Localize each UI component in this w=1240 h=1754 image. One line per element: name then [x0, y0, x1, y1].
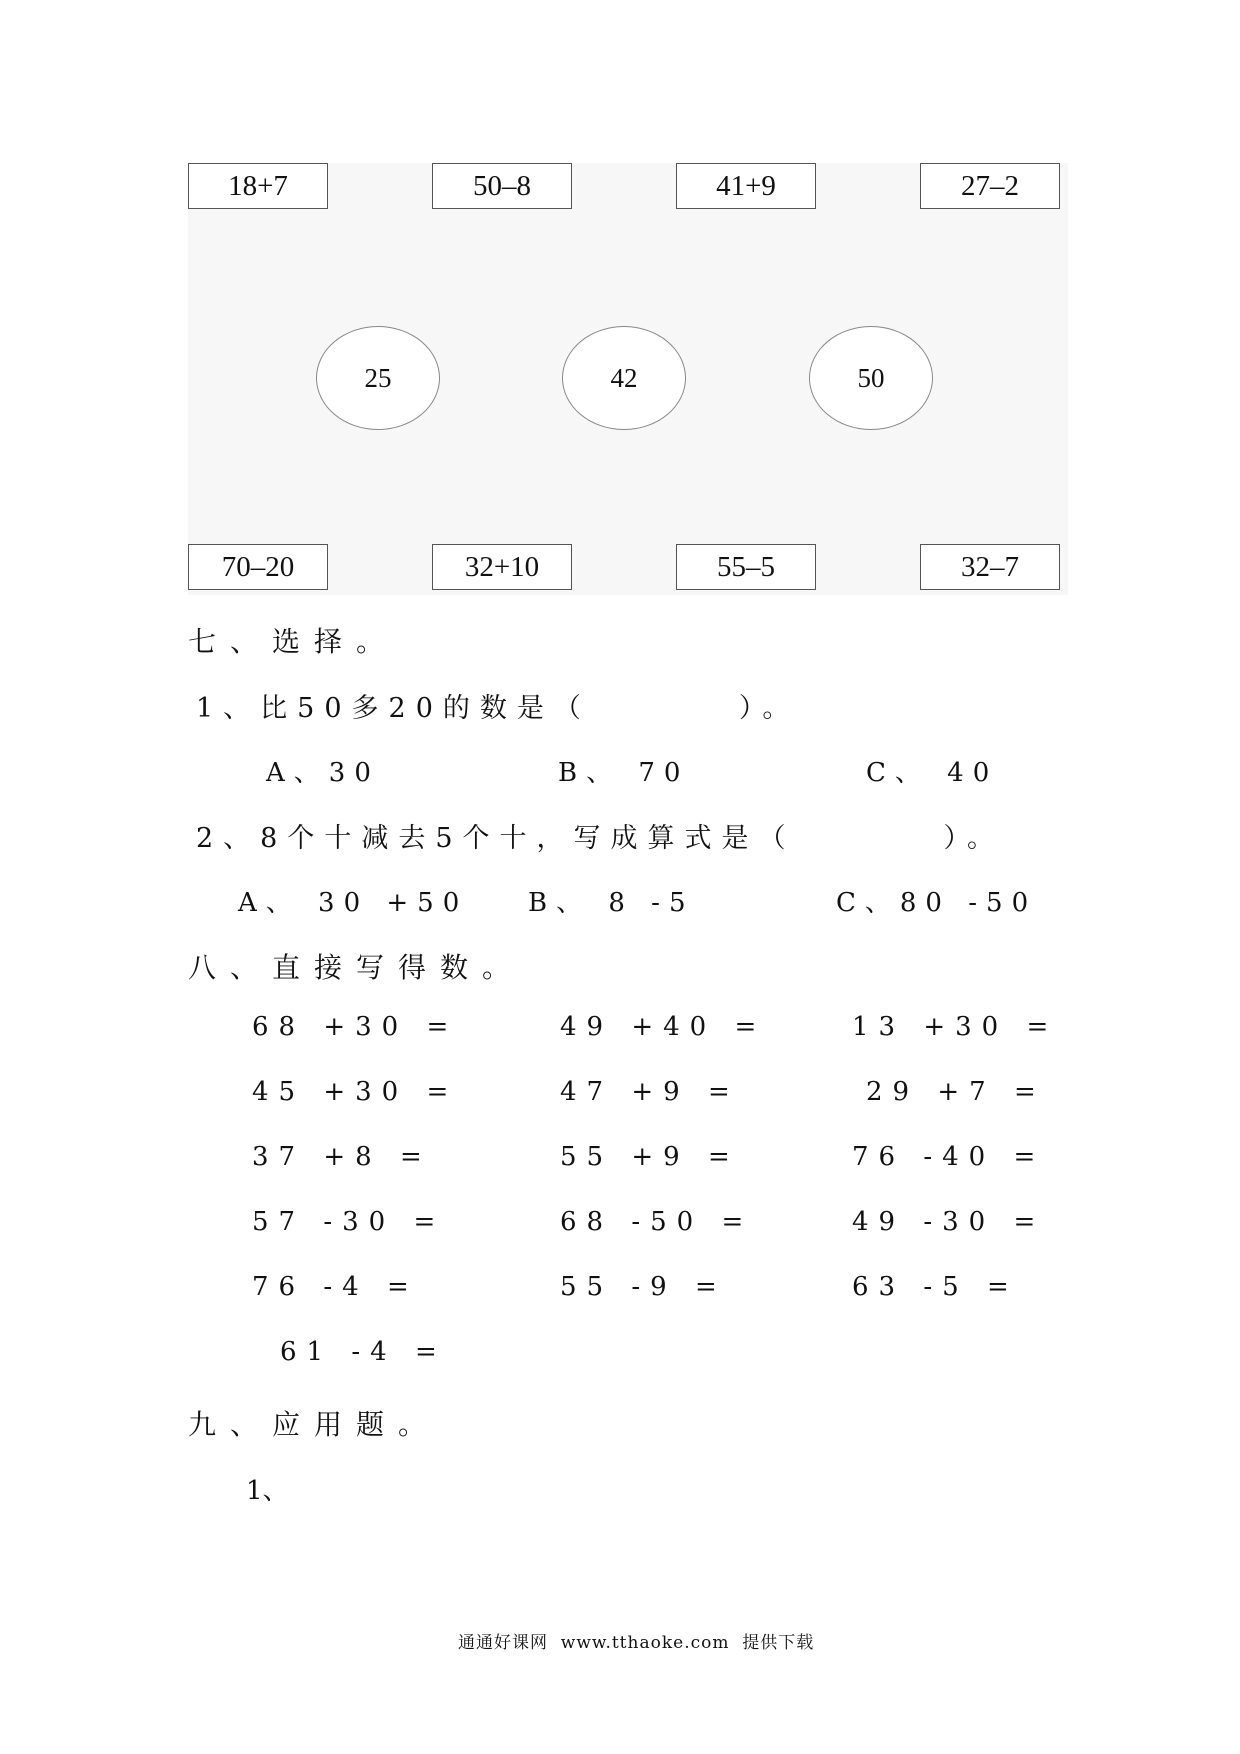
calc-item: 68 +30 = — [252, 1012, 459, 1042]
expression-box: 41+9 — [676, 163, 816, 209]
calc-item: 57 -30 = — [252, 1207, 446, 1237]
calc-item: 37 +8 = — [252, 1142, 432, 1172]
expression-box: 32+10 — [432, 544, 572, 590]
calc-item: 45 +30 = — [252, 1077, 459, 1107]
question-2-text: 2、8个十减去5个十，写成算式是（ ）。 — [196, 823, 1005, 854]
calc-item: 55 +9 = — [560, 1142, 740, 1172]
question-1-text: 1、比50多20的数是（ ）。 — [196, 693, 800, 724]
number-oval: 50 — [809, 326, 933, 430]
expression-box: 27–2 — [920, 163, 1060, 209]
calc-item: 68 -50 = — [560, 1207, 754, 1237]
application-question-1-label: 1、 — [246, 1476, 289, 1506]
q2-option-b: B、 8 -5 — [528, 888, 695, 918]
q1-option-c: C、 40 — [866, 758, 999, 788]
calc-item: 13 +30 = — [852, 1012, 1059, 1042]
q2-option-a: A、 30 +50 — [238, 888, 469, 918]
calc-item: 55 -9 = — [560, 1272, 727, 1302]
expression-box: 32–7 — [920, 544, 1060, 590]
calc-item: 76 -4 = — [252, 1272, 419, 1302]
calc-item: 29 +7 = — [866, 1077, 1046, 1107]
footer-source: 通通好课网 www.tthaoke.com 提供下载 — [458, 1633, 815, 1653]
q1-option-a: A、30 — [266, 758, 380, 788]
expression-box: 70–20 — [188, 544, 328, 590]
calc-item: 49 -30 = — [852, 1207, 1046, 1237]
section-8-title: 八、直接写得数。 — [188, 951, 525, 984]
number-oval: 25 — [316, 326, 440, 430]
expression-box: 18+7 — [188, 163, 328, 209]
calc-item: 47 +9 = — [560, 1077, 740, 1107]
calc-item: 63 -5 = — [852, 1272, 1019, 1302]
q2-option-c: C、80 -50 — [836, 888, 1038, 918]
expression-box: 55–5 — [676, 544, 816, 590]
number-oval: 42 — [562, 326, 686, 430]
calc-item: 61 -4 = — [280, 1337, 447, 1367]
section-9-title: 九、应用题。 — [188, 1408, 441, 1441]
q1-option-b: B、 70 — [558, 758, 690, 788]
calc-item: 49 +40 = — [560, 1012, 767, 1042]
expression-box: 50–8 — [432, 163, 572, 209]
calc-item: 76 -40 = — [852, 1142, 1046, 1172]
section-7-title: 七、选择。 — [188, 625, 399, 658]
